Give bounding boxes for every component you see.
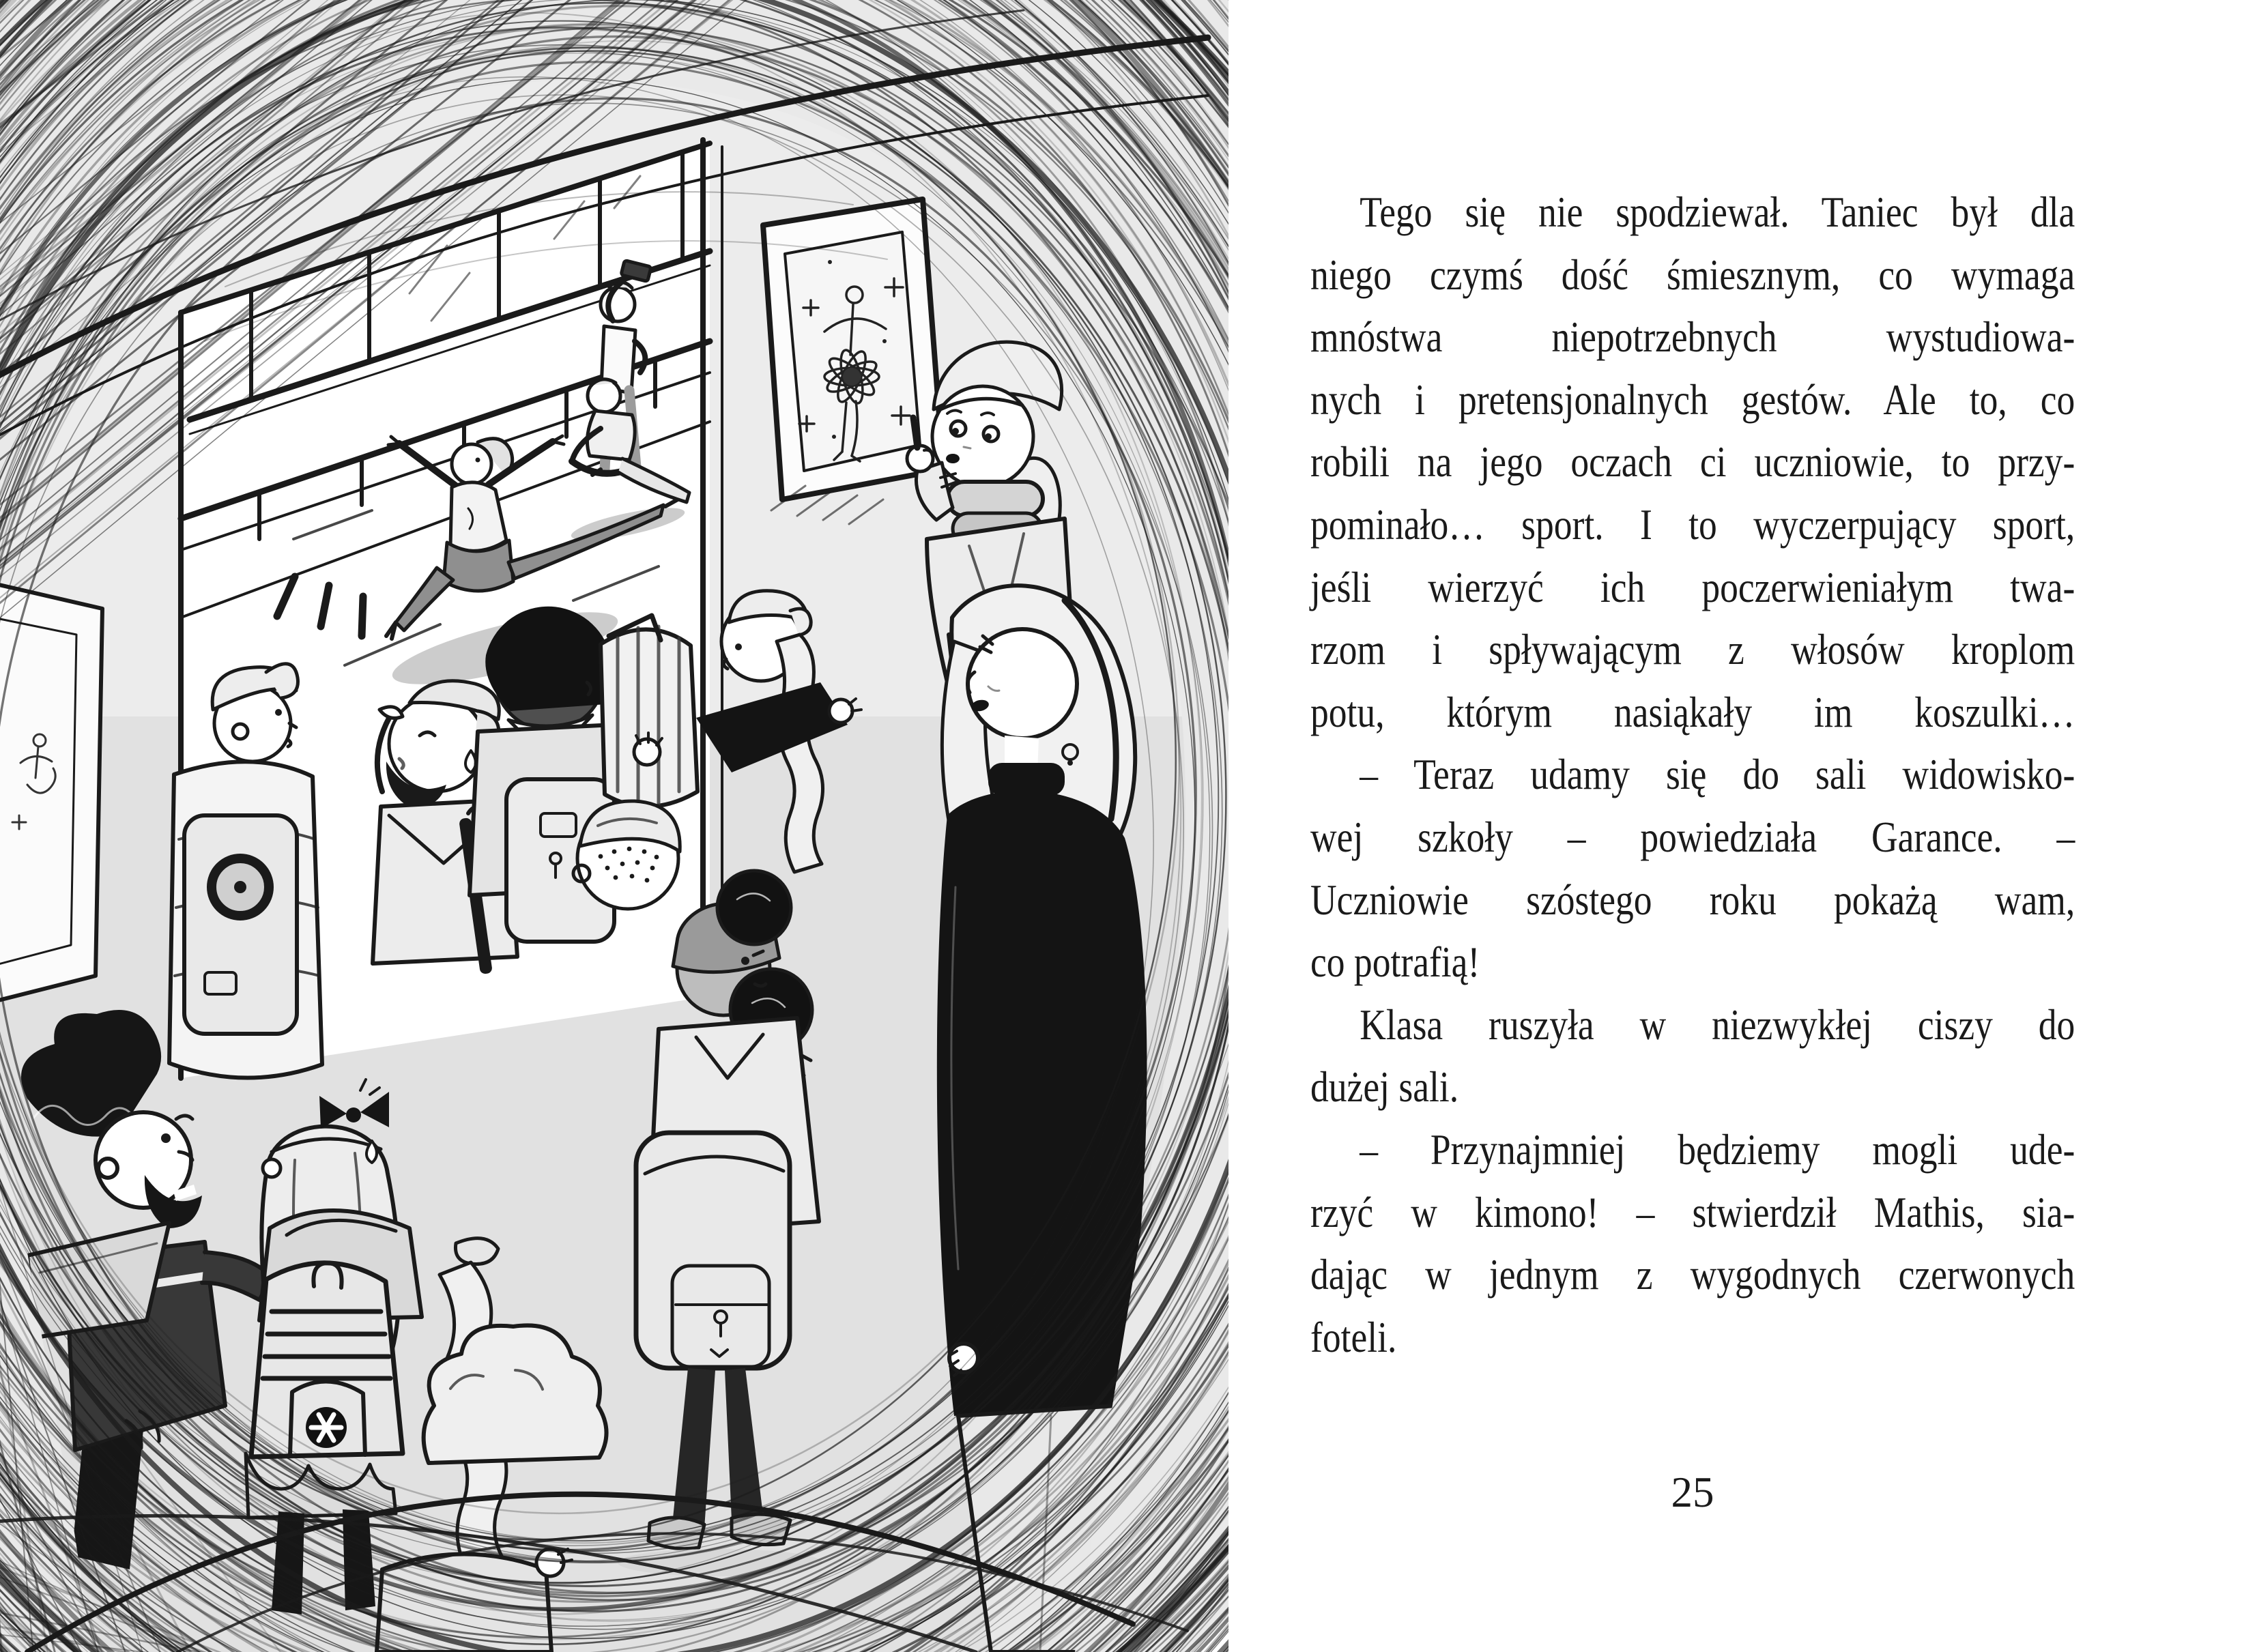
text-line: – Teraz udamy się do sali widowisko- [1360,751,2075,799]
text-line: potu, którym nasiąkały im koszulki… [1310,688,2075,736]
story-text [1310,182,2075,1369]
text-line: wej szkoły – powiedziała Garance. – [1310,813,2075,861]
text-line: dużej sali. [1310,1063,1459,1112]
text-line: Uczniowie szóstego roku pokażą wam, [1310,875,2075,924]
text-line: robili na jego oczach ci uczniowie, to przy- [1310,438,2075,487]
text-line: niego czymś dość śmiesznym, co wymaga [1310,250,2075,299]
text-line: pominało… sport. I to wyczerpujący sport, [1310,500,2075,549]
text-line: – Przynajmniej będziemy mogli ude- [1360,1125,2075,1174]
student-freckle-boy [573,801,680,909]
text-line: Klasa ruszyła w niezwykłej ciszy do [1360,1000,2075,1049]
text-line: mnóstwa niepotrzebnych wystudiowa- [1310,313,2075,362]
page-number: 25 [1671,1468,1714,1516]
text-line: jeśli wierzyć ich poczerwieniałym twa- [1310,563,2075,611]
text-line: dając w jednym z wygodnych czerwonych [1310,1251,2075,1299]
text-line: Tego się nie spodziewał. Taniec był dla [1360,188,2075,236]
text-line: co potrafią! [1310,938,1480,987]
text-line: nych i pretensjonalnych gestów. Ale to, co [1310,375,2075,424]
student-striped-hair-girl [601,615,698,807]
text-line: rzyć w kimono! – stwierdził Mathis, sia- [1310,1188,2075,1236]
text-line: foteli. [1310,1313,1397,1361]
text-line: rzom i spływającym z włosów kroplom [1310,626,2075,674]
